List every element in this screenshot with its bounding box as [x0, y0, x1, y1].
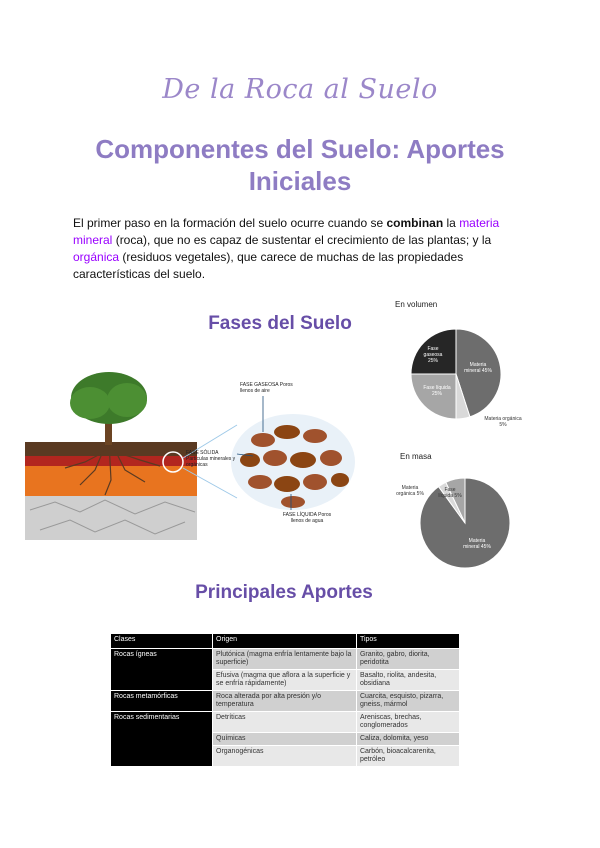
- pie-mass-label-mineral: Materia mineral 45%: [463, 538, 491, 550]
- soil-aggregate: [231, 414, 355, 510]
- pie-volume-caption: En volumen: [395, 300, 438, 309]
- aportes-table: [110, 633, 460, 767]
- main-title: De la Roca al Suelo: [162, 74, 438, 105]
- table-cell-origen: Organogénicas: [213, 746, 357, 767]
- pie-volume-label-liquid: Fase líquida 25%: [423, 385, 451, 397]
- table-cell-origen: Roca alterada por alta presión y/o temperatura: [213, 691, 357, 712]
- section-heading-fases: Fases del Suelo: [208, 313, 352, 334]
- table-header-tipos: Tipos: [356, 634, 459, 649]
- pie-volume-label-gas: Fase gaseosa 25%: [423, 346, 443, 364]
- label-liquid-phase: FASE LÍQUIDA Poros llenos de agua: [282, 512, 332, 524]
- table-row: [111, 649, 460, 670]
- table-cell-origen: Plutónica (magma enfría lentamente bajo la superficie): [213, 649, 357, 670]
- table-header-origen: Origen: [213, 634, 357, 649]
- table-cell-origen: Químicas: [213, 733, 357, 746]
- pie-volume-label-organic: Materia orgánica 5%: [484, 416, 522, 428]
- table-cell-clase: Rocas metamórficas: [111, 691, 213, 712]
- table-cell-clase: Rocas sedimentarias: [111, 712, 213, 767]
- table-cell-tipos: Caliza, dolomita, yeso: [356, 733, 459, 746]
- pie-mass-caption: En masa: [400, 452, 432, 461]
- intro-paragraph: El primer paso en la formación del suelo ocurre cuando se combinan la materia mineral (roca), que no es capaz de sustentar el crecimiento de las plantas; y la orgánica (residuos vegetales), que carece de muchas de las propiedades características del suelo.: [73, 216, 500, 281]
- table-header-row: [111, 634, 460, 649]
- page-subtitle: Componentes del Suelo: Aportes Iniciales: [95, 134, 505, 196]
- table-cell-tipos: Granito, gabro, diorita, peridotita: [356, 649, 459, 670]
- table-cell-tipos: Cuarcita, esquisto, pizarra, gneiss, mármol: [356, 691, 459, 712]
- pie-mass-chart: [419, 477, 511, 569]
- pie-mass-label-liquid: Fase líquida 5%: [438, 487, 462, 499]
- table-cell-tipos: Areniscas, brechas, conglomerados: [356, 712, 459, 733]
- pie-volume-chart: [410, 328, 502, 420]
- table-cell-tipos: Basalto, riolita, andesita, obsidiana: [356, 670, 459, 691]
- table-cell-tipos: Carbón, bioacalcarenita, petróleo: [356, 746, 459, 767]
- pie-volume-label-mineral: Materia mineral 45%: [464, 362, 492, 374]
- table-header-clases: Clases: [111, 634, 213, 649]
- label-solid-phase: FASE SÓLIDA Partículas minerales y orgánicas: [186, 450, 236, 468]
- pie-mass-label-organic: Materia orgánica 5%: [396, 485, 424, 497]
- table-cell-origen: Efusiva (magma que aflora a la superficie y se enfría rápidamente): [213, 670, 357, 691]
- table-cell-origen: Detríticas: [213, 712, 357, 733]
- section-heading-aportes: Principales Aportes: [195, 582, 373, 603]
- label-gas-phase: FASE GASEOSA Poros llenos de aire: [240, 382, 293, 394]
- soil-red-layer: [25, 456, 197, 466]
- table-cell-clase: Rocas ígneas: [111, 649, 213, 691]
- table-row: [111, 691, 460, 712]
- table-row: [111, 712, 460, 733]
